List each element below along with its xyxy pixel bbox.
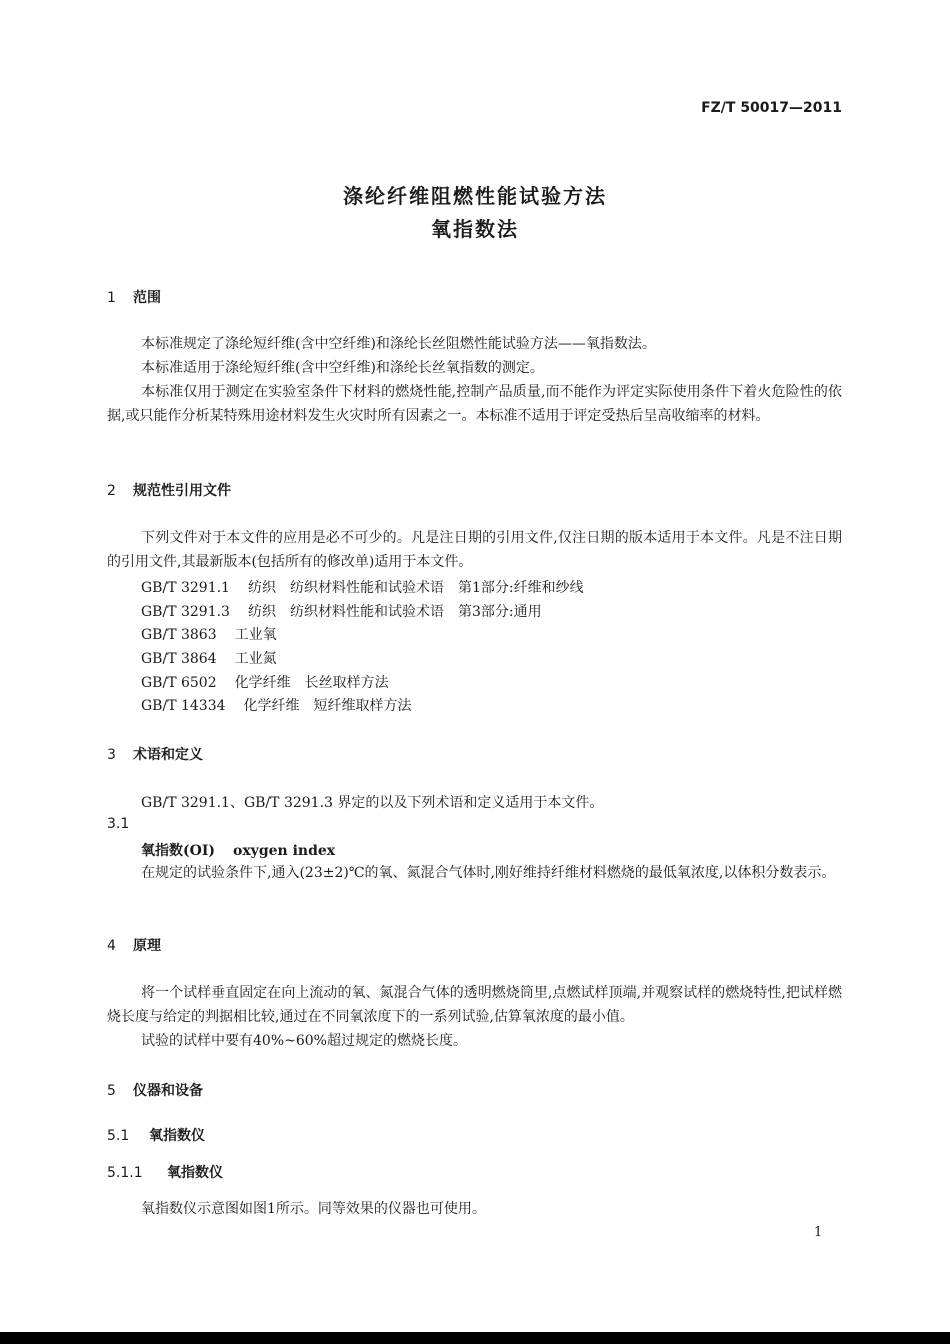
section-number: 4: [107, 938, 116, 954]
section-title: 规范性引用文件: [133, 483, 231, 499]
subsection-number: 3.1: [107, 816, 130, 832]
section-2-heading: [107, 480, 231, 500]
paragraph: 氧指数仪示意图如图1所示。同等效果的仪器也可使用。: [141, 1201, 486, 1217]
section-number: 2: [107, 483, 116, 499]
section-title: 术语和定义: [133, 747, 203, 763]
reference-item: [141, 624, 277, 644]
section-3-heading: [107, 744, 203, 764]
subsection-5-1-heading: [107, 1125, 205, 1145]
document-subtitle: 氧指数法: [431, 217, 519, 241]
section-title: 范围: [133, 290, 161, 306]
reference-item: [141, 695, 412, 715]
section-title: 仪器和设备: [133, 1083, 203, 1099]
reference-code: GB/T 3864: [141, 651, 217, 667]
reference-title: 工业氧: [234, 627, 277, 643]
subsection-number: 5.1: [107, 1128, 130, 1144]
reference-item: [141, 601, 542, 621]
reference-code: GB/T 3291.3: [141, 604, 230, 620]
subsection-title: 氧指数仪: [167, 1165, 223, 1181]
term-english: oxygen index: [233, 843, 336, 859]
page-number: 1: [814, 1225, 823, 1240]
term-definition: 在规定的试验条件下,通入(23±2)℃的氧、氮混合气体时,刚好维持纤维材料燃烧的最低氧浓度,以体积分数表示。: [141, 865, 836, 881]
paragraph: 本标准规定了涤纶短纤维(含中空纤维)和涤纶长丝阻燃性能试验方法——氧指数法。: [141, 336, 656, 352]
reference-title: 化学纤维 短纤维取样方法: [243, 698, 412, 714]
paragraph: 本标准仅用于测定在实验室条件下材料的燃烧性能,控制产品质量,而不能作为评定实际使用条件下着火危险性的依据,或只能作分析某特殊用途材料发生火灾时所有因素之一。本标准不适用于评定受热后呈高收缩率的材料。: [107, 384, 842, 424]
subsection-5-1-1-heading: [107, 1162, 223, 1182]
subsection-number: 5.1.1: [107, 1165, 143, 1181]
paragraph: 下列文件对于本文件的应用是必不可少的。凡是注日期的引用文件,仅注日期的版本适用于本文件。凡是不注日期的引用文件,其最新版本(包括所有的修改单)适用于本文件。: [107, 530, 842, 570]
reference-item: [141, 672, 389, 692]
paragraph: 本标准适用于涤纶短纤维(含中空纤维)和涤纶长丝氧指数的测定。: [141, 360, 544, 376]
bottom-border: [0, 1332, 950, 1344]
reference-title: 工业氮: [234, 651, 277, 667]
reference-title: 化学纤维 长丝取样方法: [234, 675, 389, 691]
section-1-heading: [107, 287, 161, 307]
document-title: 涤纶纤维阻燃性能试验方法: [343, 184, 607, 208]
reference-code: GB/T 14334: [141, 698, 226, 714]
term-entry: [141, 840, 335, 860]
reference-code: GB/T 6502: [141, 675, 217, 691]
reference-title: 纺织 纺织材料性能和试验术语 第1部分:纤维和纱线: [247, 580, 584, 596]
paragraph: GB/T 3291.1、GB/T 3291.3 界定的以及下列术语和定义适用于本文件。: [141, 795, 604, 811]
standard-number: FZ/T 50017—2011: [701, 100, 842, 116]
subsection-title: 氧指数仪: [149, 1128, 205, 1144]
reference-item: [141, 577, 584, 597]
reference-code: GB/T 3863: [141, 627, 217, 643]
section-number: 3: [107, 747, 116, 763]
section-number: 5: [107, 1083, 116, 1099]
reference-title: 纺织 纺织材料性能和试验术语 第3部分:通用: [247, 604, 542, 620]
section-title: 原理: [133, 938, 161, 954]
section-5-heading: [107, 1080, 203, 1100]
section-number: 1: [107, 290, 116, 306]
reference-code: GB/T 3291.1: [141, 580, 230, 596]
reference-item: [141, 648, 277, 668]
paragraph: 将一个试样垂直固定在向上流动的氧、氮混合气体的透明燃烧筒里,点燃试样顶端,并观察试样的燃烧特性,把试样燃烧长度与给定的判据相比较,通过在不同氧浓度下的一系列试验,估算氧浓度的最小值。: [107, 985, 842, 1025]
section-4-heading: [107, 935, 161, 955]
term-chinese: 氧指数(OI): [141, 843, 215, 859]
paragraph: 试验的试样中要有40%~60%超过规定的燃烧长度。: [141, 1033, 467, 1049]
